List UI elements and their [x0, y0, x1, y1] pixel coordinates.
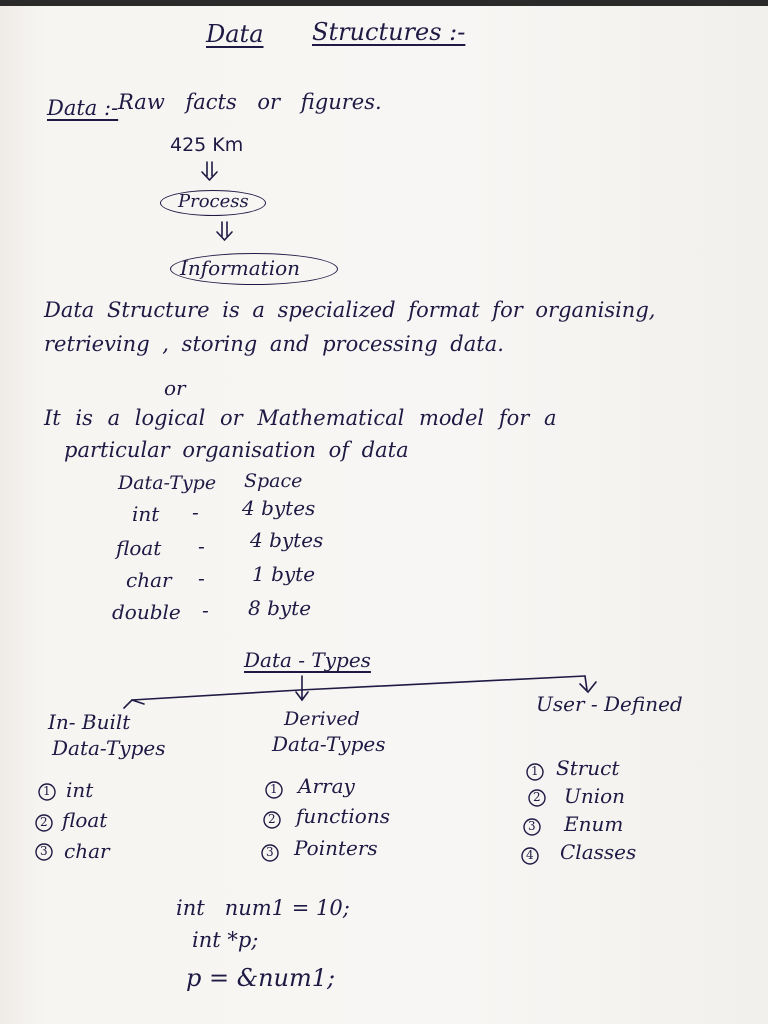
flow-down-arrow-1 [202, 162, 217, 180]
derived-title-line1: Derived [284, 708, 360, 730]
flow-process: Process [178, 191, 249, 212]
flow-information: Information [180, 256, 301, 280]
builtin-item-number: 1 [43, 784, 51, 798]
builtin-title-line1: In- Built [48, 710, 131, 734]
user-defined-item-label: Classes [560, 840, 637, 864]
ds-definition-line3: It is a logical or Mathematical model for a [44, 406, 557, 430]
ds-definition-line2: retrieving , storing and processing data. [44, 332, 504, 356]
builtin-title-line2: Data-Types [52, 736, 166, 760]
user-defined-item-label: Union [564, 784, 626, 808]
user-defined-title: User - Defined [536, 692, 683, 716]
tree-right-arrow [580, 676, 596, 692]
builtin-item-label: float [62, 808, 108, 832]
derived-item-label: functions [296, 804, 390, 828]
data-definition-text: Raw facts or figures. [118, 90, 382, 114]
builtin-item-number: 2 [40, 815, 48, 829]
user-defined-item-number: 3 [528, 819, 536, 833]
size-row-space: 8 byte [248, 596, 312, 620]
size-row-dash: - [202, 598, 209, 622]
size-row-space: 1 byte [252, 562, 316, 586]
derived-item-label: Array [298, 774, 355, 798]
flow-value: 425 Km [170, 134, 244, 156]
size-row-dash: - [192, 500, 199, 524]
user-defined-item-number: 1 [531, 764, 539, 778]
code-line-3: p = &num1; [186, 964, 336, 992]
ds-definition-or: or [164, 376, 186, 400]
data-types-title: Data - Types [244, 648, 371, 672]
size-row-type: int [132, 502, 160, 526]
builtin-item-label: char [64, 839, 110, 863]
derived-title-line2: Data-Types [272, 732, 386, 756]
builtin-item-number: 3 [40, 844, 48, 858]
size-row-space: 4 bytes [250, 528, 324, 552]
derived-item-number: 3 [266, 845, 274, 859]
heading-word-data: Data [206, 20, 264, 48]
size-row-type: char [126, 568, 172, 592]
tree-horizontal-line [132, 676, 585, 700]
size-row-dash: - [198, 566, 205, 590]
derived-item-label: Pointers [294, 836, 378, 860]
tree-left-arrow [124, 700, 144, 708]
user-defined-item-label: Enum [564, 812, 624, 836]
data-label: Data :- [47, 96, 119, 120]
size-row-space: 4 bytes [242, 496, 316, 520]
ds-definition-line4: particular organisation of data [64, 438, 409, 462]
builtin-item-label: int [66, 778, 94, 802]
derived-item-number: 1 [270, 782, 278, 796]
user-defined-item-label: Struct [556, 756, 620, 780]
size-row-type: float [116, 536, 162, 560]
user-defined-item-number: 2 [533, 790, 541, 804]
heading-word-structures: Structures :- [312, 18, 466, 46]
derived-item-number: 2 [268, 812, 276, 826]
code-line-2: int *p; [192, 928, 259, 952]
flow-down-arrow-2 [217, 222, 232, 240]
size-row-type: double [112, 600, 181, 624]
ds-definition-line1: Data Structure is a specialized format for organising, [44, 298, 656, 322]
code-line-1: int num1 = 10; [176, 896, 350, 920]
size-table-header-type: Data-Type [118, 472, 217, 494]
tree-middle-arrow [296, 676, 308, 700]
size-table-header-space: Space [244, 470, 303, 492]
user-defined-item-number: 4 [526, 848, 534, 862]
size-row-dash: - [198, 534, 205, 558]
